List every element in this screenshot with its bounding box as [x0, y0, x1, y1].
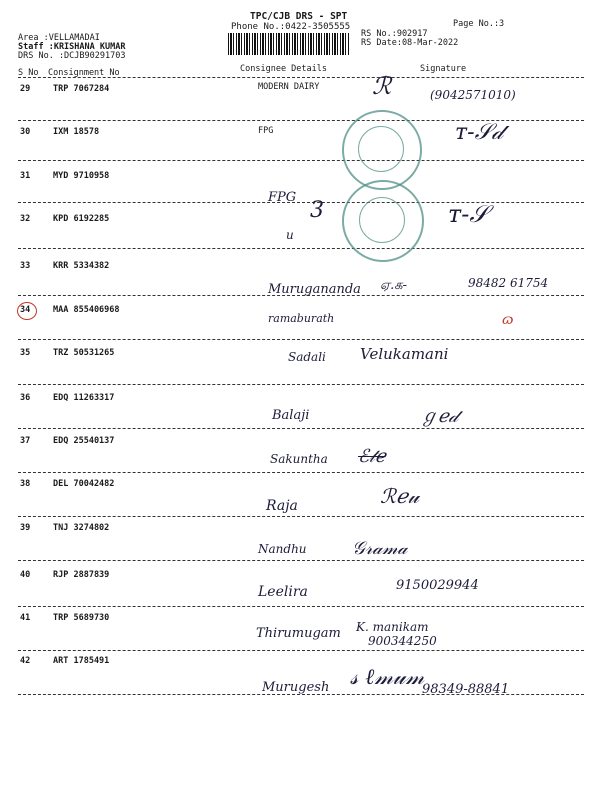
row-divider: [18, 384, 584, 385]
column-header-consignment: Consignment No: [48, 68, 120, 78]
row-divider: [18, 339, 584, 340]
row-divider: [18, 560, 584, 561]
row-divider: [18, 248, 584, 249]
row-37-consignment: EDQ 25540137: [53, 436, 115, 446]
row-35-handwritten-sign: Velukamani: [360, 345, 449, 363]
row-33-consignment: KRR 5334382: [53, 261, 110, 271]
staff-label: Staff :KRISHANA KUMAR: [18, 42, 126, 52]
row-37-handwritten-name: Sakuntha: [270, 452, 328, 466]
row-40-consignment: RJP 2887839: [53, 570, 110, 580]
row-40-handwritten-phone: 9150029944: [396, 578, 479, 593]
row-divider: [18, 516, 584, 517]
signature-scribble: ᴛ-𝒮𝒹: [455, 120, 503, 145]
signature-scribble: 𝒢𝓇𝒶𝓂𝒶: [352, 538, 408, 559]
signature-scribble: ℰ𝓉ℯ: [358, 446, 386, 467]
row-41-sno: 41: [20, 613, 31, 623]
row-divider: [18, 472, 584, 473]
row-33-handwritten-phone: 98482 61754: [468, 276, 549, 290]
row-33-handwritten-name: Murugananda: [268, 282, 361, 297]
row-41-handwritten-sign: K. manikam: [356, 620, 429, 634]
row-34-red-mark: ɷ: [502, 312, 514, 328]
row-29-handwritten-phone: (9042571010): [430, 88, 516, 102]
signature-scribble: ℛ: [372, 72, 392, 100]
row-36-sno: 36: [20, 393, 31, 403]
row-33-sno: 33: [20, 261, 31, 271]
row-35-handwritten-name: Sadali: [288, 350, 326, 364]
row-38-handwritten-name: Raja: [266, 498, 298, 514]
row-42-consignment: ART 1785491: [53, 656, 110, 666]
row-41-handwritten-name: Thirumugam: [256, 626, 341, 641]
header-divider: [18, 77, 584, 78]
row-36-handwritten-name: Balaji: [272, 408, 310, 423]
signature-scribble: 3: [310, 198, 324, 223]
row-31-consignment: MYD 9710958: [53, 171, 110, 181]
row-29-consignee: MODERN DAIRY: [258, 82, 320, 92]
document-title: TPC/CJB DRS - SPT: [250, 11, 348, 22]
row-40-sno: 40: [20, 570, 31, 580]
row-30-consignment: IXM 18578: [53, 127, 100, 137]
signature-scribble: ᴛ-𝒮: [448, 200, 488, 228]
row-42-handwritten-phone: 98349-88841: [422, 682, 510, 697]
row-divider: [18, 606, 584, 607]
row-30-consignee: FPG: [258, 126, 274, 136]
row-34-consignment: MAA 855406968: [53, 305, 120, 315]
row-35-sno: 35: [20, 348, 31, 358]
row-divider: [18, 202, 584, 203]
rs-number: RS No.:902917: [361, 29, 428, 39]
row-42-handwritten-name: Murugesh: [262, 680, 330, 695]
signature-scribble: ℊℯ𝒹: [420, 406, 458, 427]
row-40-handwritten-name: Leelira: [258, 584, 308, 600]
row-divider: [18, 428, 584, 429]
row-37-sno: 37: [20, 436, 31, 446]
row-41-handwritten-phone: 900344250: [368, 634, 437, 648]
page-number: Page No.:3: [453, 19, 505, 29]
row-38-consignment: DEL 70042482: [53, 479, 115, 489]
signature-scribble: ஏ.க-: [380, 278, 407, 293]
row-34-sno: 34: [20, 305, 31, 315]
row-divider: [18, 650, 584, 651]
column-header-consignee: Consignee Details: [240, 64, 327, 74]
signature-scribble: u: [286, 228, 294, 242]
phone-number: Phone No.:0422-3505555: [231, 22, 351, 32]
column-header-sno: S No: [18, 68, 39, 78]
barcode: [228, 33, 350, 55]
signature-scribble: ℛℯ𝓊: [380, 484, 420, 508]
row-29-sno: 29: [20, 84, 31, 94]
row-42-sno: 42: [20, 656, 31, 666]
row-32-consignment: KPD 6192285: [53, 214, 110, 224]
row-41-consignment: TRP 5689730: [53, 613, 110, 623]
row-39-sno: 39: [20, 523, 31, 533]
column-header-signature: Signature: [420, 64, 467, 74]
row-36-consignment: EDQ 11263317: [53, 393, 115, 403]
row-35-consignment: TRZ 50531265: [53, 348, 115, 358]
row-31-handwritten-name: FPG: [268, 190, 297, 205]
row-30-sno: 30: [20, 127, 31, 137]
area-label: Area :VELLAMADAI: [18, 33, 100, 43]
row-39-consignment: TNJ 3274802: [53, 523, 110, 533]
row-divider: [18, 160, 584, 161]
row-31-sno: 31: [20, 171, 31, 181]
rubber-stamp: [342, 180, 424, 262]
drs-number: DRS No. :DCJB90291703: [18, 51, 126, 61]
rs-date: RS Date:08-Mar-2022: [361, 38, 459, 48]
row-34-handwritten-name: ramaburath: [268, 312, 335, 325]
signature-scribble: 𝓈 ℓ𝓂𝓊𝓂: [350, 665, 425, 690]
row-32-sno: 32: [20, 214, 31, 224]
row-39-handwritten-name: Nandhu: [258, 542, 307, 556]
row-38-sno: 38: [20, 479, 31, 489]
row-29-consignment: TRP 7067284: [53, 84, 110, 94]
rubber-stamp: [342, 110, 422, 190]
